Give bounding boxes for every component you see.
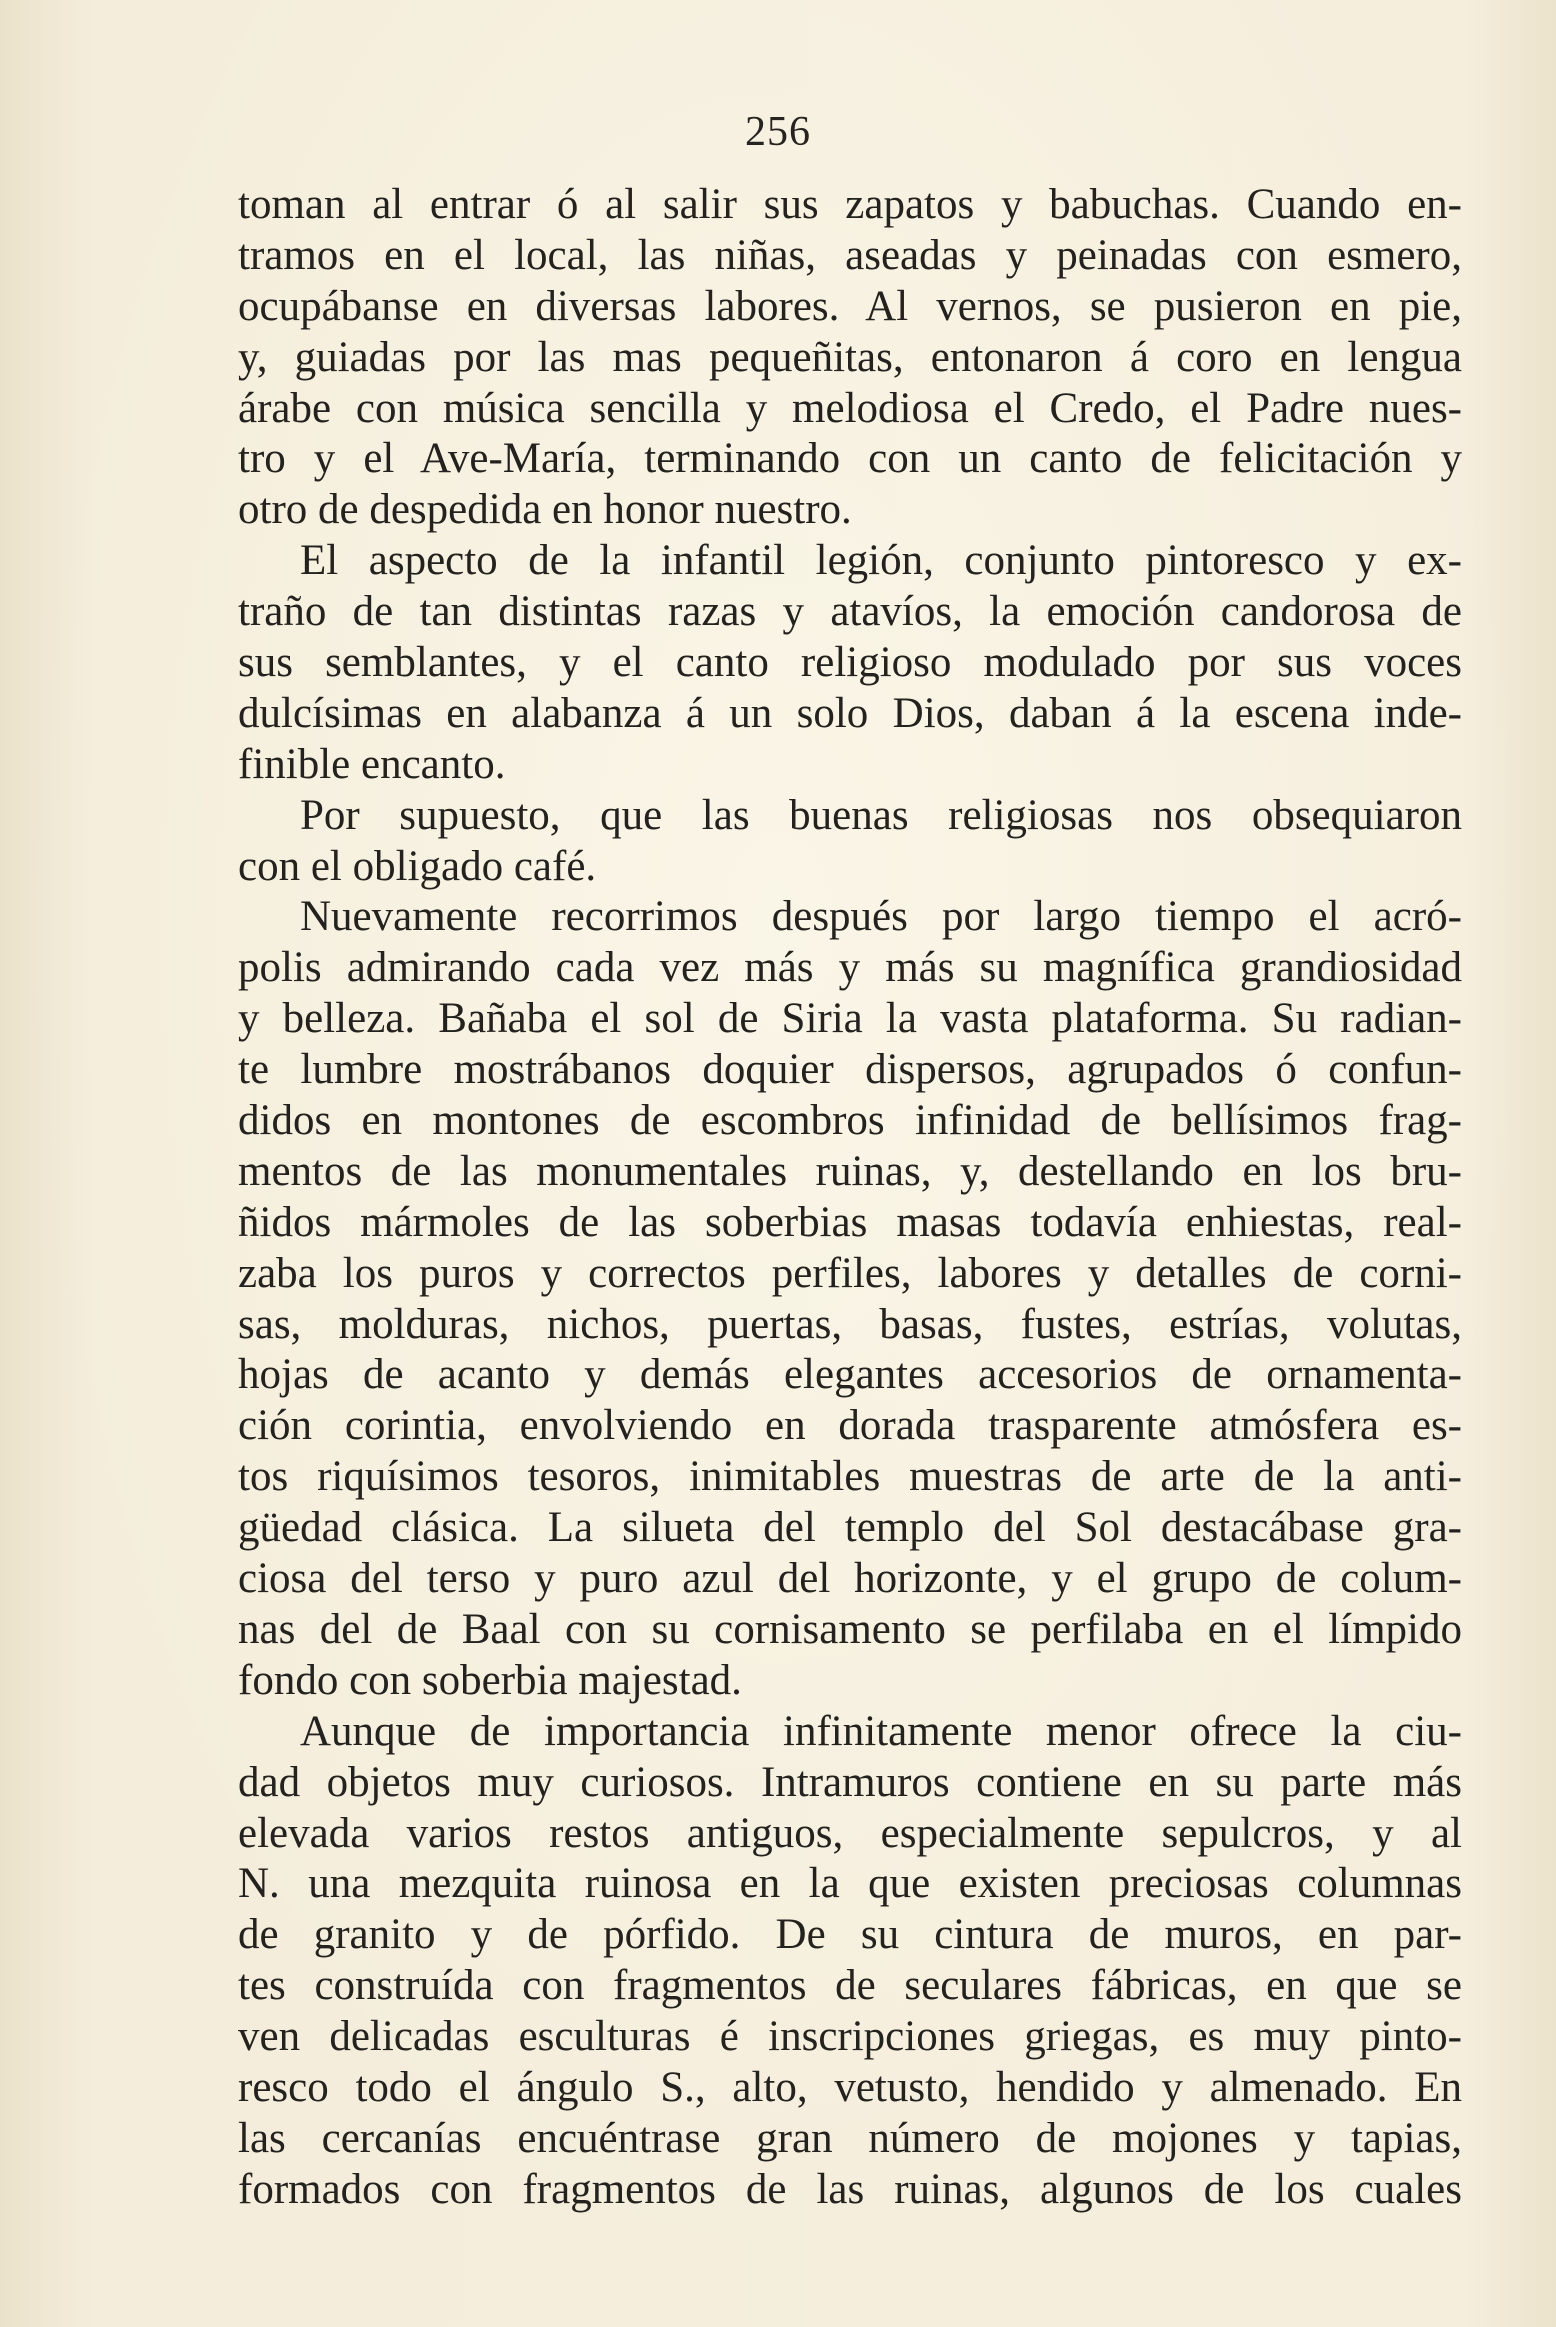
text-line: güedad clásica. La silueta del templo del Sol destacábase gra-: [238, 1504, 1462, 1552]
text-line: con el obligado café.: [238, 842, 597, 890]
text-line: hojas de acanto y demás elegantes accesorios de ornamenta-: [238, 1351, 1462, 1399]
text-line: otro de despedida en honor nuestro.: [238, 486, 852, 534]
text-line: dulcísimas en alabanza á un solo Dios, daban á la escena inde-: [238, 689, 1462, 737]
text-line: tos riquísimos tesoros, inimitables muestras de arte de la anti-: [238, 1453, 1462, 1501]
text-line: resco todo el ángulo S., alto, vetusto, hendido y almenado. En: [238, 2063, 1462, 2111]
text-line: árabe con música sencilla y melodiosa el Credo, el Padre nues-: [238, 384, 1462, 432]
text-line: ocupábanse en diversas labores. Al vernos, se pusieron en pie,: [238, 282, 1462, 330]
text-line: N. una mezquita ruinosa en la que existen preciosas columnas: [238, 1860, 1462, 1908]
text-line: tes construída con fragmentos de seculares fábricas, en que se: [238, 1962, 1462, 2010]
text-line: ción corintia, envolviendo en dorada trasparente atmósfera es-: [238, 1402, 1462, 1450]
text-line: y, guiadas por las mas pequeñitas, entonaron á coro en lengua: [238, 333, 1462, 381]
text-line: Aunque de importancia infinitamente menor ofrece la ciu-: [300, 1707, 1462, 1755]
text-line: ven delicadas esculturas é inscripciones griegas, es muy pinto-: [238, 2013, 1462, 2061]
text-line: tro y el Ave-María, terminando con un canto de felicitación y: [238, 435, 1462, 483]
text-line: nas del de Baal con su cornisamento se perfilaba en el límpido: [238, 1605, 1462, 1653]
text-line: finible encanto.: [238, 740, 506, 788]
text-line: ciosa del terso y puro azul del horizonte, y el grupo de colum-: [238, 1555, 1462, 1603]
body-text: [238, 180, 1462, 2216]
text-line: fondo con soberbia majestad.: [238, 1656, 742, 1704]
text-line: las cercanías encuéntrase gran número de mojones y tapias,: [238, 2114, 1462, 2162]
page-number: 256: [745, 109, 811, 155]
text-line: traño de tan distintas razas y atavíos, la emoción candorosa de: [238, 588, 1462, 636]
text-line: sus semblantes, y el canto religioso modulado por sus voces: [238, 639, 1462, 687]
text-line: elevada varios restos antiguos, especialmente sepulcros, y al: [238, 1809, 1462, 1857]
text-line: dad objetos muy curiosos. Intramuros contiene en su parte más: [238, 1758, 1462, 1806]
text-line: toman al entrar ó al salir sus zapatos y babuchas. Cuando en-: [238, 181, 1462, 228]
text-line: Nuevamente recorrimos después por largo tiempo el acró-: [300, 893, 1462, 941]
text-line: Por supuesto, que las buenas religiosas nos obsequiaron: [300, 791, 1462, 839]
text-line: te lumbre mostrábanos doquier dispersos, agrupados ó confun-: [238, 1046, 1462, 1094]
text-line: El aspecto de la infantil legión, conjunto pintoresco y ex-: [300, 537, 1462, 585]
text-line: ñidos mármoles de las soberbias masas todavía enhiestas, real-: [238, 1198, 1462, 1246]
text-line: y belleza. Bañaba el sol de Siria la vasta plataforma. Su radian-: [238, 995, 1462, 1043]
text-line: de granito y de pórfido. De su cintura de muros, en par-: [238, 1911, 1462, 1959]
text-line: didos en montones de escombros infinidad de bellísimos frag-: [238, 1097, 1462, 1145]
text-line: sas, molduras, nichos, puertas, basas, fustes, estrías, volutas,: [238, 1300, 1462, 1348]
text-line: zaba los puros y correctos perfiles, labores y detalles de corni-: [238, 1249, 1462, 1297]
text-line: mentos de las monumentales ruinas, y, destellando en los bru-: [238, 1147, 1462, 1195]
text-line: polis admirando cada vez más y más su magnífica grandiosidad: [238, 944, 1462, 992]
text-line: formados con fragmentos de las ruinas, algunos de los cuales: [238, 2165, 1462, 2213]
text-line: tramos en el local, las niñas, aseadas y peinadas con esmero,: [238, 231, 1462, 279]
